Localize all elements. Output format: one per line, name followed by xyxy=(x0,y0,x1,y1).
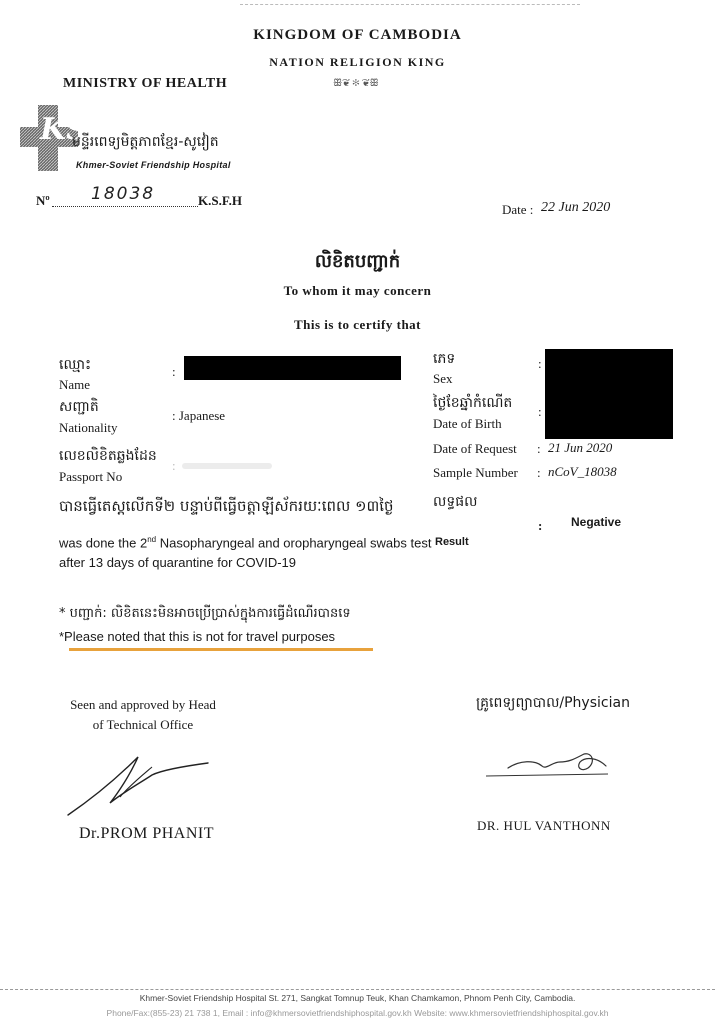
hospital-name-english: Khmer-Soviet Friendship Hospital xyxy=(76,160,231,170)
sex-colon: : xyxy=(538,356,542,371)
left-signatory-title: Seen and approved by Head of Technical Office xyxy=(70,697,216,732)
footer-address: Khmer-Soviet Friendship Hospital St. 271, Sangkat Tomnup Teuk, Khan Chamkamon, Phnom Penh City, Cambodia. xyxy=(139,993,576,1003)
left-signatory-name: Dr.PROM PHANIT xyxy=(79,825,215,842)
reference-prefix: Nº xyxy=(36,193,50,208)
reference-suffix: K.S.F.H xyxy=(198,193,242,208)
passport-label-khmer: លេខលិខិតឆ្លងដែន xyxy=(59,448,157,464)
note-english: *Please noted that this is not for travel purposes xyxy=(59,629,336,644)
right-signatory-name: DR. HUL VANTHONN xyxy=(477,818,611,833)
certificate-title-khmer: លិខិតបញ្ជាក់ xyxy=(314,251,401,272)
result-label-khmer: លទ្ធផល xyxy=(433,494,478,510)
dob-label-khmer: ថ្ងៃខែឆ្នាំកំណើត xyxy=(433,395,513,411)
nationality-label: Nationality xyxy=(59,420,118,435)
test-description-khmer: បានធ្វើតេស្តលើកទី២ បន្ទាប់ពីធ្វើចត្តាឡីស័ករយៈពេល ១៣ថ្ងៃ xyxy=(59,497,394,515)
passport-colon: : xyxy=(172,458,176,473)
request-date-value: 21 Jun 2020 xyxy=(548,440,613,455)
nationality-value: : Japanese xyxy=(172,408,226,423)
sample-number-value: nCoV_18038 xyxy=(548,464,617,479)
note-highlight-underline xyxy=(69,648,373,651)
logo-letter-k: KS xyxy=(40,112,88,147)
sex-label: Sex xyxy=(433,371,453,386)
signature-right-icon xyxy=(480,748,620,788)
footer-divider xyxy=(0,989,715,990)
certify-line: This is to certify that xyxy=(293,317,422,332)
sex-dob-redaction xyxy=(545,349,673,439)
request-date-colon: : xyxy=(537,441,541,456)
reference-number: 18038 xyxy=(91,184,156,204)
date-value: 22 Jun 2020 xyxy=(541,200,611,215)
signature-left-icon xyxy=(60,745,220,825)
test-description xyxy=(59,530,439,573)
test-ordinal-suffix: nd xyxy=(147,535,157,544)
result-label: Result xyxy=(435,536,469,548)
dob-colon: : xyxy=(538,404,542,419)
dob-label: Date of Birth xyxy=(433,416,502,431)
nationality-label-khmer: សញ្ជាតិ xyxy=(59,399,99,415)
passport-label: Passport No xyxy=(59,469,123,484)
test-description-start: was done the 2 xyxy=(59,535,148,551)
hospital-logo-icon xyxy=(18,103,88,173)
hospital-name-khmer: មន្ទីរពេទ្យមិត្តភាពខ្មែរ-សូវៀត xyxy=(72,134,219,150)
note-khmer: * បញ្ជាក់: លិខិតនេះមិនអាចប្រើប្រាស់ក្នុងការធ្វើដំណើរបានទេ xyxy=(59,606,351,621)
date-label: Date : xyxy=(502,202,534,217)
footer-contact: Phone/Fax:(855-23) 21 738 1, Email : info@khmersovietfriendshiphospital.gov.kh Website: www.khmersovietfriendshiphospital.gov.kh xyxy=(106,1008,609,1018)
request-date-label: Date of Request xyxy=(433,441,517,456)
name-label-khmer: ឈ្មោះ xyxy=(59,357,92,373)
sex-label-khmer: ភេទ xyxy=(433,351,456,367)
result-value: Negative xyxy=(571,515,622,529)
to-whom-line: To whom it may concern xyxy=(283,283,432,298)
name-label: Name xyxy=(59,377,91,392)
right-signatory-title: គ្រូពេទ្យព្យាបាល/Physician xyxy=(476,695,630,711)
name-colon: : xyxy=(172,364,176,379)
ministry-title: MINISTRY OF HEALTH xyxy=(63,76,228,91)
nation-motto: NATION RELIGION KING xyxy=(269,55,446,69)
ornament-icon: ꕥ❦ ✻ ❦ꕥ xyxy=(333,78,379,89)
kingdom-title: KINGDOM OF CAMBODIA xyxy=(253,27,462,43)
result-colon: : xyxy=(538,518,543,533)
sample-number-label: Sample Number xyxy=(433,465,518,480)
name-redaction xyxy=(184,356,401,380)
sample-number-colon: : xyxy=(537,465,541,480)
scan-edge-line xyxy=(240,4,580,5)
test-description-end: Nasopharyngeal and oropharyngeal swabs test after 13 days of quarantine for COVID-19 xyxy=(59,535,432,571)
passport-blurred-value xyxy=(182,463,272,469)
